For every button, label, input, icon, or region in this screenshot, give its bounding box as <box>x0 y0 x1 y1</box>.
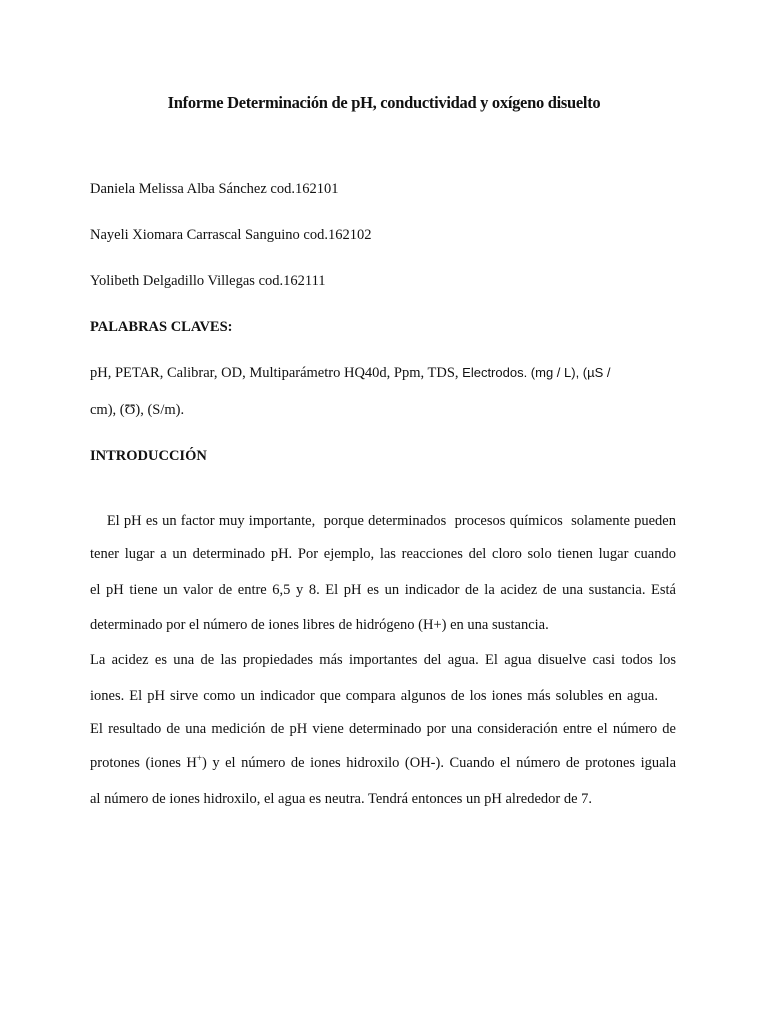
paragraph-line-8 <box>90 755 676 772</box>
paragraph-line-9: al número de iones hidroxilo, el agua es neutra. Tendrá entonces un pH alrededor de 7. <box>90 791 593 807</box>
keywords-line-2: cm), (Ʊ), (S/m). <box>90 402 185 418</box>
paragraph-line-1: El pH es un factor muy importante, porque determinados procesos químicos solamente pueden <box>90 513 676 529</box>
protons-text-before: protones (iones H <box>90 755 197 771</box>
paragraph-line-5: La acidez es una de las propiedades más importantes del agua. El agua disuelve casi todos los <box>90 652 676 668</box>
author-line-3: Yolibeth Delgadillo Villegas cod.162111 <box>90 273 326 289</box>
keywords-text-sans: Electrodos. (mg / L), (µS / <box>462 365 611 380</box>
paragraph-line-4: determinado por el número de iones libres de hidrógeno (H+) en una sustancia. <box>90 617 549 633</box>
paragraph-line-6: iones. El pH sirve como un indicador que compara algunos de los iones más solubles en agua. <box>90 688 658 704</box>
introduction-heading: INTRODUCCIÓN <box>90 448 207 464</box>
author-line-1: Daniela Melissa Alba Sánchez cod.162101 <box>90 181 339 197</box>
protons-text-after: ) y el número de iones hidroxilo (OH-). Cuando el número de protones iguala <box>201 755 677 771</box>
keywords-text-serif: pH, PETAR, Calibrar, OD, Multiparámetro HQ40d, Ppm, TDS, <box>90 365 463 381</box>
paragraph-line-7: El resultado de una medición de pH viene determinado por una consideración entre el número de <box>90 721 676 737</box>
paragraph-line-3: el pH tiene un valor de entre 6,5 y 8. El pH es un indicador de la acidez de una sustancia. Está <box>90 582 676 598</box>
document-title: Informe Determinación de pH, conductividad y oxígeno disuelto <box>167 93 601 112</box>
protons-superscript: + <box>196 753 202 764</box>
keywords-line-1 <box>90 365 611 382</box>
paragraph-line-2: tener lugar a un determinado pH. Por ejemplo, las reacciones del cloro solo tienen lugar cuando <box>90 546 676 562</box>
keywords-heading: PALABRAS CLAVES: <box>90 319 233 335</box>
author-line-2: Nayeli Xiomara Carrascal Sanguino cod.162102 <box>90 227 372 243</box>
